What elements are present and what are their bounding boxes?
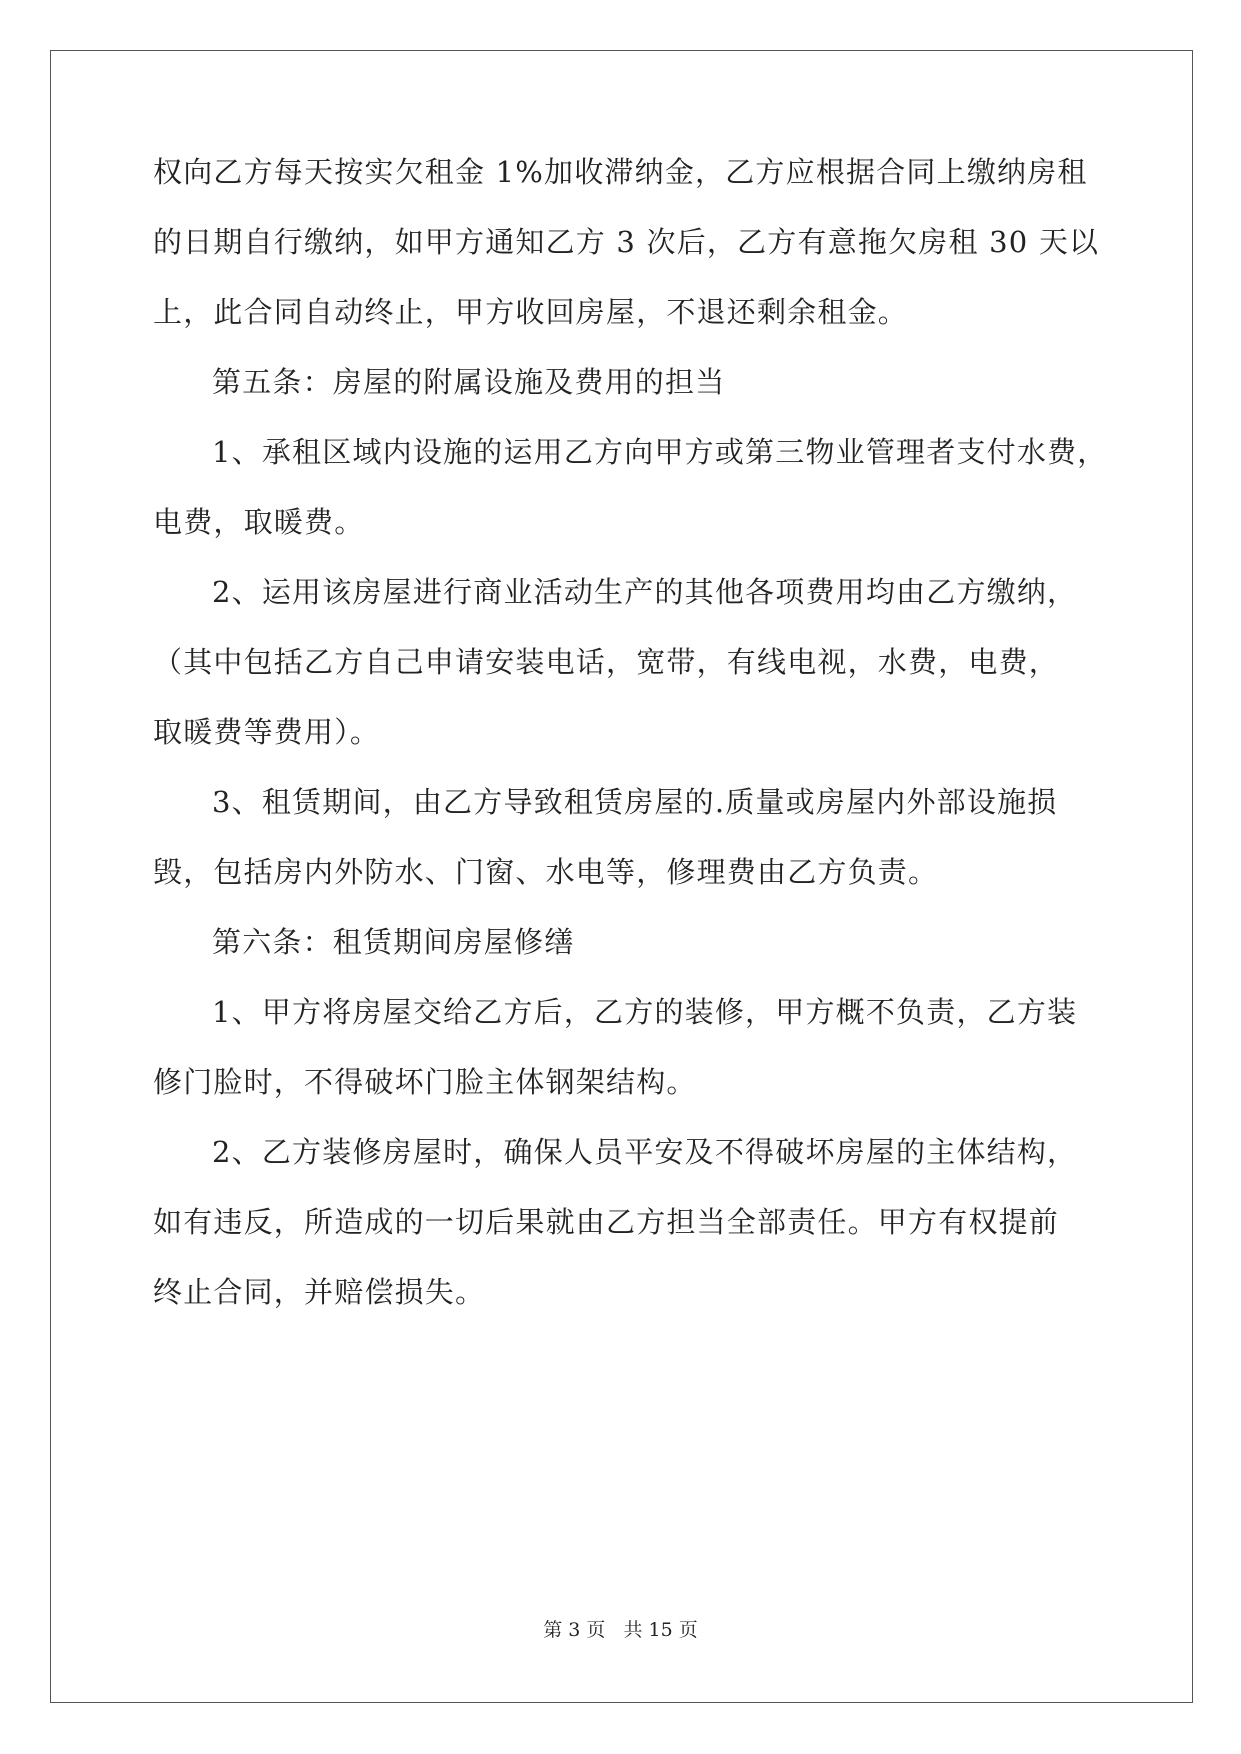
body-line-10: 3、租赁期间，由乙方导致租赁房屋的.质量或房屋内外部设施损: [212, 785, 1058, 819]
body-line-11: 毁，包括房内外防水、门窗、水电等，修理费由乙方负责。: [153, 855, 939, 889]
section-heading-5: 第五条：房屋的附属设施及费用的担当: [212, 365, 726, 399]
body-line-14: 修门脸时，不得破坏门脸主体钢架结构。: [153, 1065, 697, 1099]
body-line-5: 1、承租区域内设施的运用乙方向甲方或第三物业管理者支付水费，: [212, 435, 1108, 469]
page-number: 第 3 页: [543, 1619, 606, 1641]
page-footer: [0, 1618, 1241, 1642]
body-line-17: 终止合同，并赔偿损失。: [153, 1275, 486, 1309]
body-line-6: 电费，取暖费。: [153, 505, 365, 539]
page-total: 共 15 页: [623, 1619, 698, 1641]
body-line-1: 权向乙方每天按实欠租金 1%加收滞纳金，乙方应根据合同上缴纳房租: [153, 155, 1088, 189]
body-line-13: 1、甲方将房屋交给乙方后，乙方的装修，甲方概不负责，乙方装: [212, 995, 1078, 1029]
body-line-9: 取暖费等费用）。: [153, 715, 381, 749]
body-line-7: 2、运用该房屋进行商业活动生产的其他各项费用均由乙方缴纳，: [212, 575, 1078, 609]
body-line-2: 的日期自行缴纳，如甲方通知乙方 3 次后，乙方有意拖欠房租 30 天以: [153, 225, 1100, 259]
body-line-15: 2、乙方装修房屋时，确保人员平安及不得破坏房屋的主体结构，: [212, 1135, 1078, 1169]
body-line-3: 上，此合同自动终止，甲方收回房屋，不退还剩余租金。: [153, 295, 909, 329]
section-heading-6: 第六条：租赁期间房屋修缮: [212, 925, 575, 959]
body-line-16: 如有违反，所造成的一切后果就由乙方担当全部责任。甲方有权提前: [153, 1205, 1060, 1239]
body-line-8: （其中包括乙方自己申请安装电话，宽带，有线电视，水费，电费，: [153, 645, 1060, 679]
